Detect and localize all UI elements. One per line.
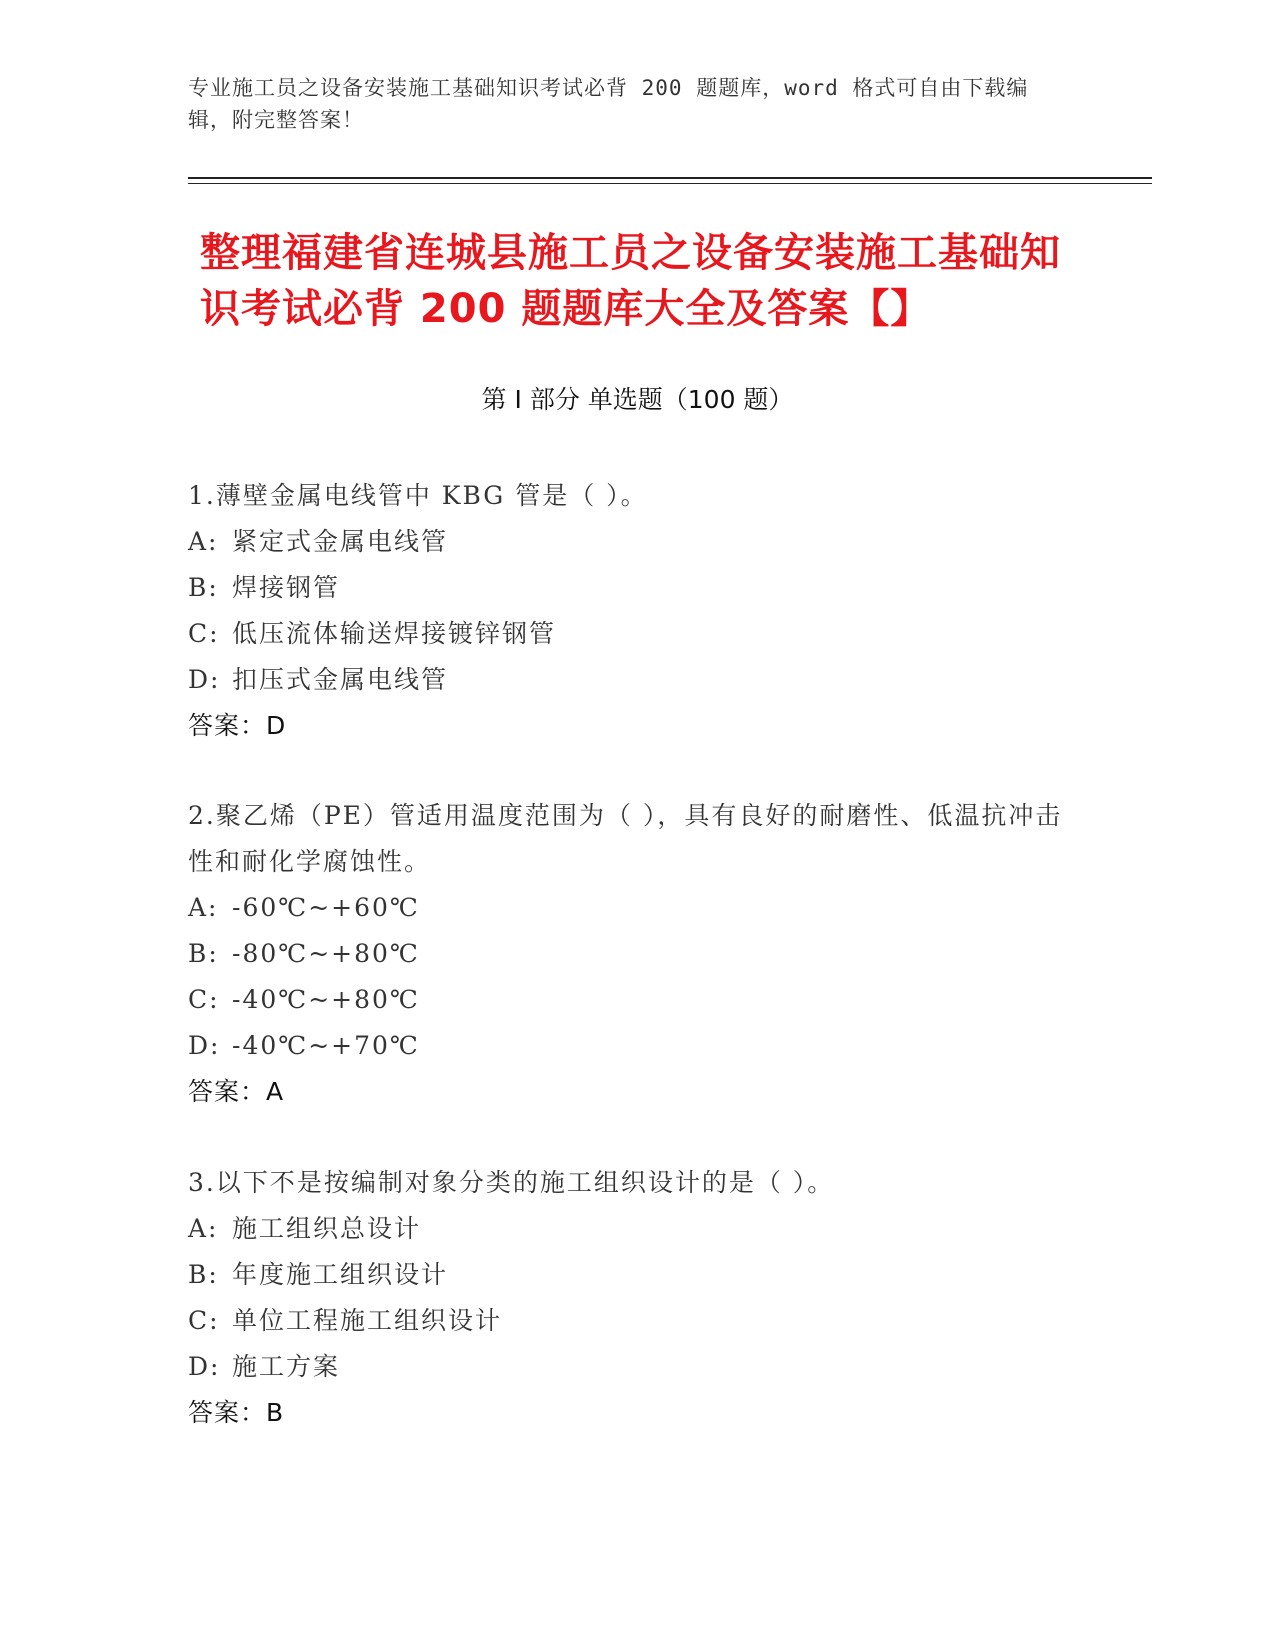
option-b (188, 565, 1088, 611)
option-text: 焊接钢管 (232, 573, 341, 602)
question-3 (188, 1160, 1088, 1436)
option-d (188, 1344, 1088, 1390)
option-key: C: (188, 1306, 220, 1335)
answer: 答案：D (188, 711, 287, 740)
option-key: D: (188, 1352, 221, 1381)
option-text: -80℃~+80℃ (232, 939, 420, 968)
document-title: 整理福建省连城县施工员之设备安装施工基础知识考试必背 200 题题库大全及答案【】 (200, 230, 1061, 332)
header-note: 专业施工员之设备安装施工基础知识考试必背 200 题题库，word 格式可自由下载编辑，附完整答案！ (188, 76, 1029, 132)
header-divider-thick (188, 177, 1152, 179)
option-text: -40℃~+70℃ (232, 1031, 420, 1060)
option-text: 单位工程施工组织设计 (232, 1306, 503, 1335)
answer: 答案：A (188, 1077, 285, 1106)
option-text: 年度施工组织设计 (232, 1260, 449, 1289)
option-a (188, 1206, 1088, 1252)
option-key: A: (188, 893, 219, 922)
option-key: B: (188, 939, 219, 968)
option-d (188, 657, 1088, 703)
section-heading: 第 I 部分 单选题（100 题） (481, 385, 794, 414)
option-b (188, 1252, 1088, 1298)
question-stem: 1.薄壁金属电线管中 KBG 管是（ ）。 (188, 481, 648, 510)
option-text: 施工组织总设计 (232, 1214, 422, 1243)
option-text: 低压流体输送焊接镀锌钢管 (232, 619, 557, 648)
option-key: C: (188, 985, 220, 1014)
option-c (188, 977, 1088, 1023)
option-key: B: (188, 573, 219, 602)
option-d (188, 1023, 1088, 1069)
question-stem: 3.以下不是按编制对象分类的施工组织设计的是（ ）。 (188, 1168, 835, 1197)
answer: 答案：B (188, 1398, 285, 1427)
header-divider-thin (188, 183, 1152, 184)
option-text: -40℃~+80℃ (232, 985, 420, 1014)
option-text: 施工方案 (232, 1352, 341, 1381)
option-text: 紧定式金属电线管 (232, 527, 449, 556)
option-key: A: (188, 1214, 219, 1243)
option-key: A: (188, 527, 219, 556)
option-text: -60℃~+60℃ (232, 893, 420, 922)
option-key: C: (188, 619, 220, 648)
option-key: D: (188, 665, 221, 694)
option-key: D: (188, 1031, 221, 1060)
question-2 (188, 793, 1088, 1115)
option-key: B: (188, 1260, 219, 1289)
option-a (188, 885, 1088, 931)
question-stem: 2.聚乙烯（PE）管适用温度范围为（ ），具有良好的耐磨性、低温抗冲击性和耐化学腐蚀性。 (188, 801, 1063, 876)
option-c (188, 1298, 1088, 1344)
option-c (188, 611, 1088, 657)
question-1 (188, 473, 1088, 749)
option-b (188, 931, 1088, 977)
option-text: 扣压式金属电线管 (232, 665, 449, 694)
option-a (188, 519, 1088, 565)
